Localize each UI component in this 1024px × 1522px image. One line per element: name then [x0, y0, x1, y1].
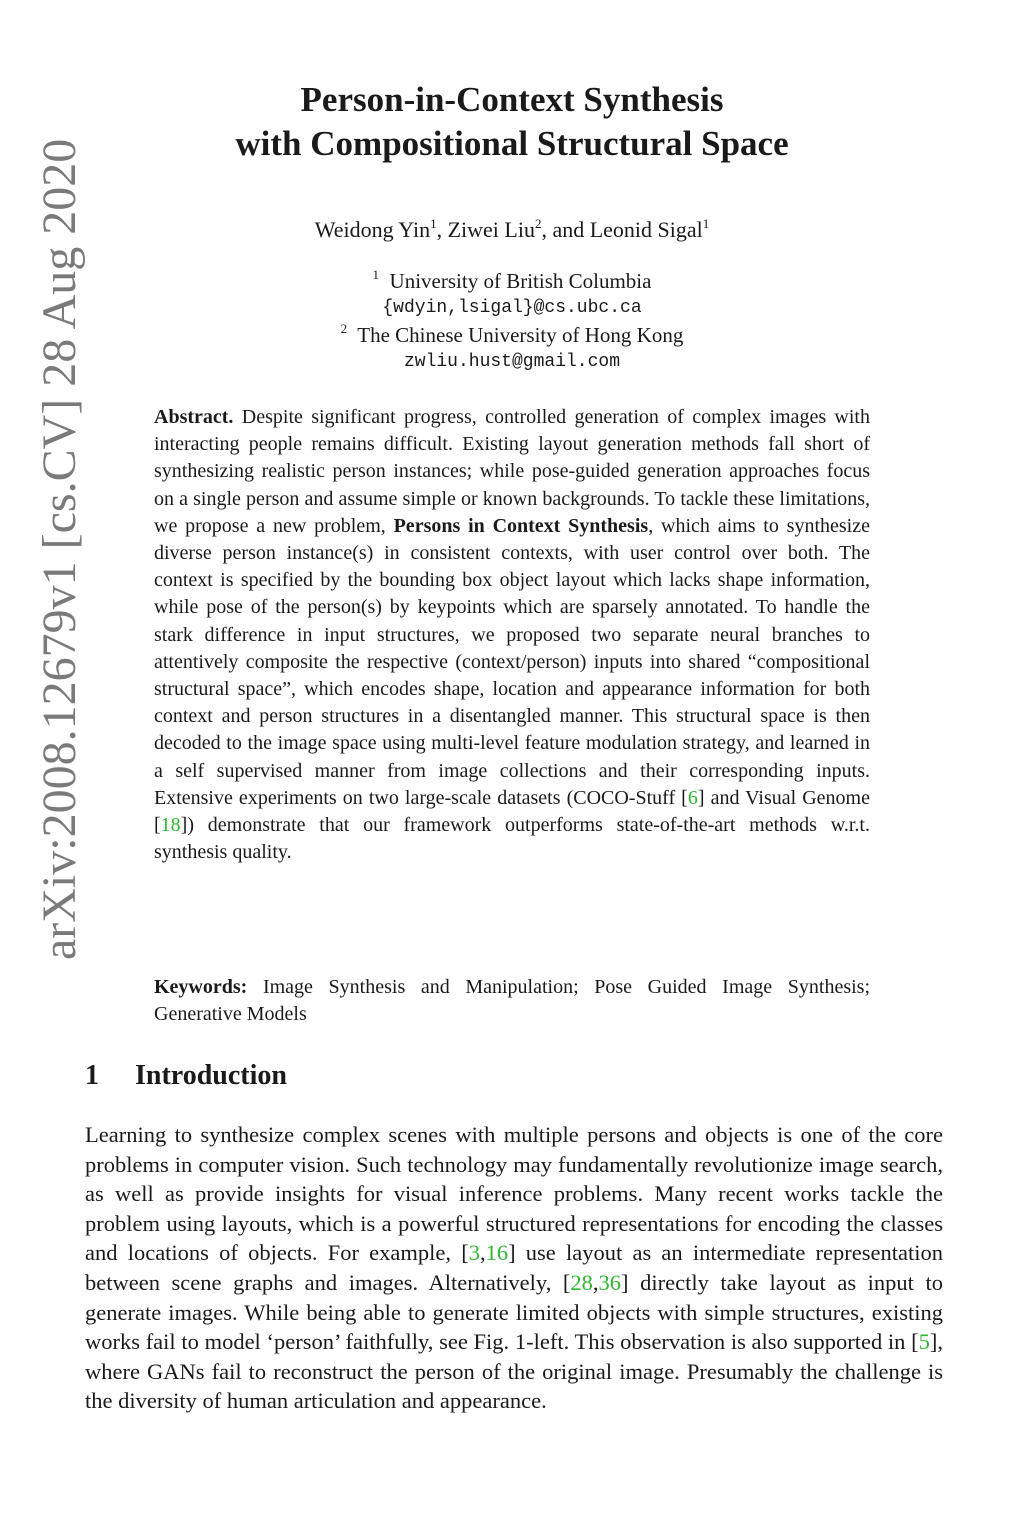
affil-mark: 2	[340, 321, 348, 336]
title-line-2: with Compositional Structural Space	[235, 124, 789, 163]
title-line-1: Person-in-Context Synthesis	[300, 80, 724, 119]
section-title: Introduction	[135, 1060, 287, 1091]
paper-title	[130, 78, 894, 166]
abstract-problem-name: Persons in Context Synthesis	[393, 514, 649, 537]
abstract	[154, 404, 870, 866]
affiliation-2	[230, 322, 794, 349]
author-affil-mark: 1	[430, 216, 437, 231]
affiliation-name: University of British Columbia	[389, 269, 652, 293]
citation-link[interactable]: 28	[570, 1269, 593, 1295]
affiliation-email-1[interactable]: {wdyin,lsigal}@cs.ubc.ca	[382, 298, 642, 318]
affiliations	[230, 268, 794, 376]
author-affil-mark: 2	[534, 216, 542, 231]
arxiv-identifier-stamp: arXiv:2008.12679v1 [cs.CV] 28 Aug 2020	[33, 138, 86, 960]
keywords-text: Image Synthesis and Manipulation; Pose Guided Image Synthesis; Generative Models	[154, 976, 871, 1025]
author-name: Ziwei Liu	[447, 217, 535, 242]
author-name: Weidong Yin	[314, 217, 431, 242]
citation-link[interactable]: 18	[160, 814, 181, 837]
intro-text: ], where GANs fail to reconstruct the person of the original image. Presumably the challenge is the diversity of human articulation and appearance.	[85, 1329, 943, 1414]
affiliation-1	[230, 268, 794, 295]
introduction-paragraph	[85, 1120, 943, 1416]
keywords-label: Keywords:	[154, 976, 248, 998]
section-number: 1	[85, 1060, 99, 1091]
author-name: and Leonid Sigal	[552, 217, 703, 242]
abstract-text: ] and Visual Genome [	[154, 786, 870, 837]
citation-link[interactable]: 3	[468, 1240, 480, 1266]
intro-text: ] directly take layout as input to generate images. While being able to generate limited objects with simple structures, existing works fail to model ‘person’ faithfully, see Fig. 1-left. This observation is also supported in [	[85, 1269, 944, 1355]
keywords	[154, 974, 870, 1028]
intro-text: Learning to synthesize complex scenes with multiple persons and objects is one of the core problems in computer vision. Such technology may fundamentally revolutionize image search, as well as provide insights for visual inference problems. Many recent works tackle the problem using layouts, which is a powerful structured representations for encoding the classes and locations of objects. For example, [	[85, 1122, 943, 1266]
intro-text: ,	[479, 1240, 486, 1266]
section-heading	[85, 1056, 287, 1096]
abstract-label: Abstract.	[154, 406, 234, 428]
citation-link[interactable]: 6	[687, 786, 698, 809]
citation-link[interactable]: 5	[918, 1329, 930, 1355]
author-list: Weidong Yin$^1$, Ziwei Liu$^2$, and Leonid Sigal$^1$	[314, 216, 710, 242]
author-affil-mark: 1	[702, 216, 710, 231]
citation-link[interactable]: 16	[485, 1240, 509, 1266]
intro-text: ] use layout as an intermediate representation between scene graphs and images. Alternatively, [	[85, 1240, 943, 1295]
intro-text: ,	[592, 1269, 599, 1295]
abstract-text: , which aims to synthesize diverse person instance(s) in consistent contexts, with user control over both. The context is specified by the bounding box object layout which lacks shape information, while pose of the person(s) by keypoints which are sparsely annotated. To handle the stark difference in input structures, we proposed two separate neural branches to attentively composite the respective (context/person) inputs into shared “compositional structural space”, which encodes shape, location and appearance information for both context and person structures in a disentangled manner. This structural space is then decoded to the image space using multi-level feature modulation strategy, and learned in a self supervised manner from image collections and their corresponding inputs. Extensive experiments on two large-scale datasets (COCO-Stuff [	[154, 514, 870, 809]
affiliation-name: The Chinese University of Hong Kong	[357, 323, 684, 347]
abstract-text: ]) demonstrate that our framework outperforms state-of-the-art methods w.r.t. synthesis quality.	[154, 814, 870, 864]
affiliation-email-2[interactable]: zwliu.hust@gmail.com	[403, 352, 621, 372]
affil-mark: 1	[372, 267, 380, 282]
abstract-text: Despite significant progress, controlled generation of complex images with interacting people remains difficult. Existing layout generation methods fall short of synthesizing realistic person instances; while pose-guided generation approaches focus on a single person and assume simple or known backgrounds. To tackle these limitations, we propose a new problem,	[154, 406, 870, 537]
citation-link[interactable]: 36	[598, 1269, 622, 1295]
